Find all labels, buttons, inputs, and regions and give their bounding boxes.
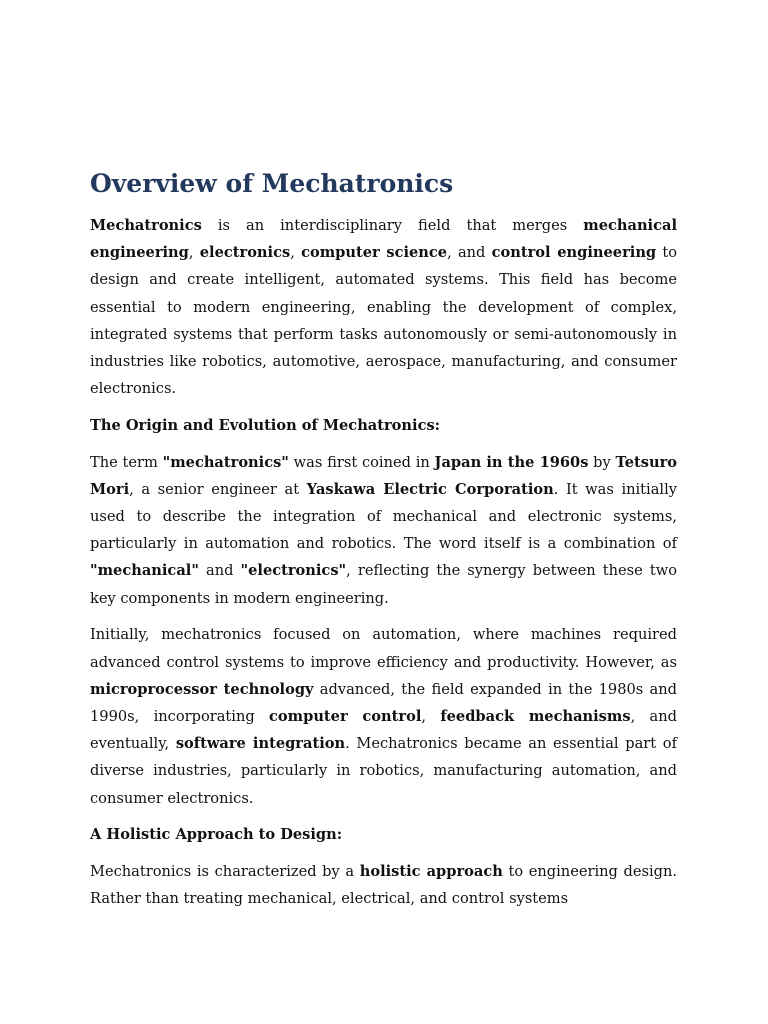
section-heading-origin: The Origin and Evolution of Mechatronics: [90,416,441,434]
bold-term: Japan in the 1960s [434,453,589,471]
bold-term: holistic approach [359,862,503,880]
bold-term: Yaskawa Electric Corporation [306,480,554,498]
text-run: , and eventually, [90,707,677,753]
text-run: advanced, the field expanded in the 1980s and 1990s, incorporating [90,680,677,725]
text-run: , [421,707,441,725]
text-run: , reflecting the synergy between these two key components in modern engineering. [90,562,677,607]
bold-term: "mechatronics" [162,453,289,471]
text-run: . Mechatronics became an essential part of diverse industries, particularly in robotics, manufacturing automation, and consumer electronics. [90,735,677,807]
bold-term: software integration [175,735,346,753]
bold-term: Mechatronics [90,217,202,234]
text-run: and [198,562,241,580]
holistic-paragraph [90,858,677,912]
bold-term: mechanical engineering [90,217,677,262]
section-heading-holistic: A Holistic Approach to Design: [90,826,343,844]
bold-term: "mechanical" [90,562,199,580]
text-run: , [290,244,302,262]
text-run: Initially, mechatronics focused on automation, where machines required advanced control systems to improve efficiency and productivity. However, as [90,626,677,671]
text-run: , [188,244,200,262]
text-run: is an interdisciplinary field that merges [201,217,584,234]
text-run: . It was initially used to describe the integration of mechanical and electronic systems, particularly in automation and robotics. The word itself is a combination of [90,480,677,553]
text-run: was first coined in [288,453,435,471]
text-run: to design and create intelligent, automated systems. This field has become essential to modern engineering, enabling the development of complex, integrated systems that perform tasks autonomously or semi-autonomously in industries like robotics, automotive, aerospace, manufacturing, and consumer electronics. [90,244,678,398]
text-run: by [588,453,616,471]
document-page [90,166,677,922]
text-run: , and [447,244,492,262]
bold-term: microprocessor technology [90,680,314,698]
origin-paragraph [90,449,677,612]
bold-term: computer science [301,244,448,262]
bold-term: "electronics" [240,562,347,580]
page-title: Overview of Mechatronics [90,169,454,198]
bold-term: Tetsuro Mori [90,453,677,498]
intro-paragraph [90,212,677,402]
text-run: , a senior engineer at [129,480,307,498]
text-run: The term [90,453,163,471]
text-run: Mechatronics is characterized by a [90,862,360,880]
evolution-paragraph [90,621,677,811]
bold-term: feedback mechanisms [440,707,631,725]
text-run: to engineering design. Rather than treating mechanical, electrical, and control systems [90,862,678,908]
bold-term: computer control [269,707,422,725]
bold-term: control engineering [491,244,657,262]
bold-term: electronics [199,244,291,262]
